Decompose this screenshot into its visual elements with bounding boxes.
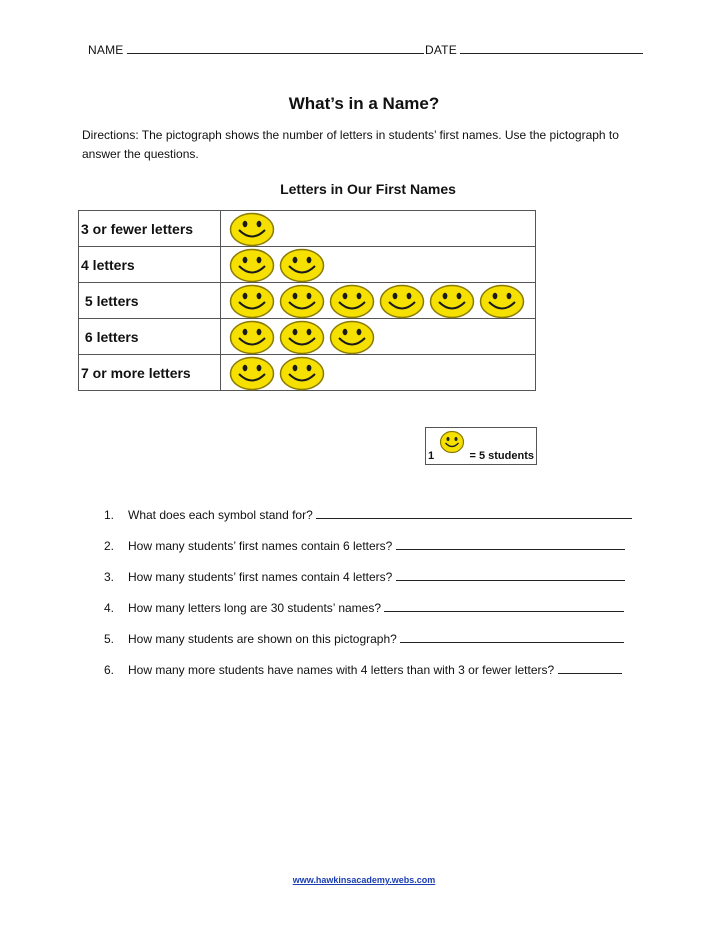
smiley-face-icon bbox=[229, 212, 275, 247]
pictograph-row bbox=[79, 355, 536, 391]
answer-blank[interactable] bbox=[396, 538, 625, 550]
name-label: NAME bbox=[88, 43, 124, 57]
answer-blank[interactable] bbox=[396, 569, 625, 581]
smiley-face-icon bbox=[279, 248, 325, 283]
pictograph-table bbox=[78, 210, 536, 391]
symbol-cell bbox=[221, 211, 536, 247]
smiley-face-icon bbox=[229, 320, 275, 355]
symbol-cell bbox=[221, 283, 536, 319]
pictograph-row bbox=[79, 247, 536, 283]
date-field-row bbox=[425, 42, 643, 57]
question-text: How many students are shown on this pictograph? bbox=[128, 632, 397, 646]
answer-blank[interactable] bbox=[558, 662, 622, 674]
smiley-face-icon bbox=[479, 284, 525, 319]
symbol-cell bbox=[221, 247, 536, 283]
date-blank[interactable] bbox=[460, 42, 643, 54]
category-label: 5 letters bbox=[79, 283, 221, 319]
smiley-face-icon bbox=[379, 284, 425, 319]
question-text: How many students’ first names contain 4 letters? bbox=[128, 570, 393, 584]
question-item: 3. How many students’ first names contain 4 letters? bbox=[104, 562, 644, 593]
smiley-face-icon bbox=[439, 430, 465, 454]
question-item: 4. How many letters long are 30 students’ names? bbox=[104, 593, 644, 624]
answer-blank[interactable] bbox=[316, 507, 632, 519]
key-value: = 5 students bbox=[469, 450, 534, 462]
smiley-face-icon bbox=[329, 284, 375, 319]
smiley-face-icon bbox=[229, 248, 275, 283]
answer-blank[interactable] bbox=[400, 631, 624, 643]
smiley-face-icon bbox=[229, 356, 275, 391]
smiley-face-icon bbox=[279, 356, 325, 391]
question-text: How many more students have names with 4 letters than with 3 or fewer letters? bbox=[128, 663, 555, 677]
pictograph-title: Letters in Our First Names bbox=[280, 181, 456, 197]
pictograph-key bbox=[425, 427, 537, 465]
smiley-face-icon bbox=[429, 284, 475, 319]
symbol-cell bbox=[221, 319, 536, 355]
smiley-face-icon bbox=[279, 320, 325, 355]
smiley-face-icon bbox=[279, 284, 325, 319]
smiley-face-icon bbox=[229, 284, 275, 319]
directions-text: Directions: The pictograph shows the number of letters in students’ first names. Use the pictograph to answer the questions. bbox=[82, 128, 619, 161]
question-item: 2. How many students’ first names contain 6 letters? bbox=[104, 531, 644, 562]
category-label: 6 letters bbox=[79, 319, 221, 355]
pictograph bbox=[78, 210, 536, 396]
question-item: 1. What does each symbol stand for? bbox=[104, 500, 644, 531]
question-item: 5. How many students are shown on this pictograph? bbox=[104, 624, 644, 655]
pictograph-row bbox=[79, 211, 536, 247]
name-blank[interactable] bbox=[127, 42, 424, 54]
question-text: What does each symbol stand for? bbox=[128, 508, 313, 522]
date-label: DATE bbox=[425, 43, 457, 57]
pictograph-row bbox=[79, 319, 536, 355]
question-text: How many students’ first names contain 6 letters? bbox=[128, 539, 393, 553]
category-label: 4 letters bbox=[79, 247, 221, 283]
name-field-row bbox=[88, 42, 424, 57]
key-count: 1 bbox=[428, 450, 435, 462]
question-text: How many letters long are 30 students’ names? bbox=[128, 601, 382, 615]
answer-blank[interactable] bbox=[384, 600, 624, 612]
smiley-face-icon bbox=[329, 320, 375, 355]
footer bbox=[0, 875, 728, 885]
question-item: 6. How many more students have names with 4 letters than with 3 or fewer letters? bbox=[104, 655, 644, 686]
category-label: 3 or fewer letters bbox=[79, 211, 221, 247]
category-label: 7 or more letters bbox=[79, 355, 221, 391]
page-title: What’s in a Name? bbox=[288, 94, 440, 113]
symbol-cell bbox=[221, 355, 536, 391]
pictograph-row bbox=[79, 283, 536, 319]
questions-list bbox=[104, 500, 644, 686]
footer-link[interactable]: www.hawkinsacademy.webs.com bbox=[292, 875, 436, 885]
